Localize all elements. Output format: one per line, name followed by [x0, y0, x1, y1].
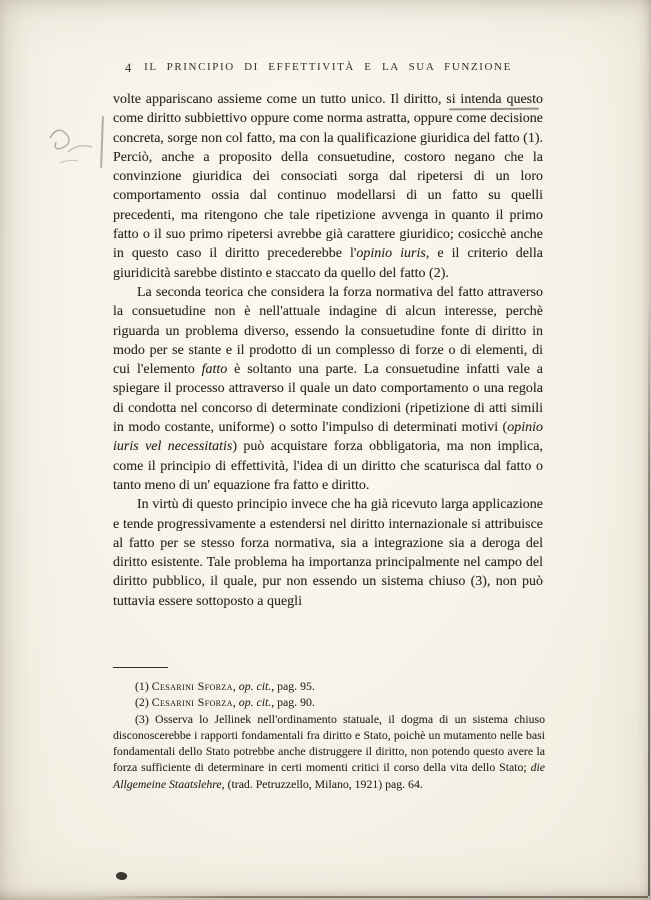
footnote: (3) Osserva lo Jellinek nell'ordinamento statuale, il dogma di un sistema chiuso disconoscerebbe i rapporti fondamentali fra diritto e Stato, poichè un mutamento nelle basi fondamentali dello Stato potrebbe anche distruggere il diritto, non potendo questo avere la forza sufficiente di determinare in certi momenti critici il corso della vita dello Stato; die Allgemeine Staatslehre, (trad. Petruzzello, Milano, 1921) pag. 64.	[113, 711, 545, 791]
page-edge-shadow-bottom	[90, 896, 648, 898]
footnote: (1) Cesarini Sforza, op. cit., pag. 95.	[135, 679, 315, 693]
body-paragraph: La seconda teorica che considera la forza normativa del fatto attraverso la consuetudine non è nell'attuale indagine di alcun interesse, perchè riguarda un problema diverso, essendo la consuetudine fonte di diritto in modo per se stante e il prodotto di un complesso di forze o di elementi, di cui l'elemento fatto è soltanto una parte. La consuetudine infatti vale a spiegare il processo attraverso il quale un dato comportamento o una regola di condotta nel concorso di determinate condizioni (ripetizione di atti simili in modo costante, uniforme) o sotto l'impulso di determinati motivi (opinio iuris vel necessitatis) può acquistare forza obbligatoria, ma non implica, come il principio di effettività, l'idea di un diritto che scaturisca dal fatto o tanto meno di un' equazione fra fatto e diritto.	[113, 284, 544, 493]
body-text	[113, 90, 543, 611]
running-title: IL PRINCIPIO DI EFFETTIVITÀ E LA SUA FUNZIONE	[144, 61, 512, 73]
footnote-separator-rule	[113, 667, 168, 668]
page-number: 4	[125, 61, 132, 75]
footnotes	[113, 678, 545, 792]
ink-blot-mark	[115, 871, 128, 882]
body-paragraph: In virtù di questo principio invece che ha già ricevuto larga applicazione e tende progressivamente a estendersi nel diritto internazionale si attribuisce al fatto per se stesso forza normativa, sia a integrazione sia a deroga del diritto esistente. Tale problema ha importanza principalmente nel campo del diritto pubblico, il quale, pur non essendo un sistema chiuso (3), non può tuttavia essere sottoposto a quegli	[113, 497, 543, 609]
page-edge-shadow-right	[648, 300, 650, 896]
footnote: (2) Cesarini Sforza, op. cit., pag. 90.	[135, 695, 315, 710]
running-header	[113, 61, 543, 73]
body-paragraph: volte appariscano assieme come un tutto unico. Il diritto, si intenda questo come diritto subbiettivo oppure come norma astratta, oppure come decisione concreta, sorge non col fatto, ma con la qualificazione giuridica del fatto (1). Perciò, anche a proposito della consuetudine, costoro negano che la convinzione giuridica dei consociati sorga dal ripetersi di un loro comportamento ossia dal continuo modellarsi di un fatto su quelli precedenti, ma ritengono che tale ripetizione avvenga in quanto il primo fatto o il suo primo ripetersi avrebbe già carattere giuridico; cosicchè anche in questo caso il diritto precederebbe l'opinio iuris, e il criterio della giuridicità sarebbe distinto e staccato da quello del fatto (2).	[113, 92, 543, 281]
margin-handwriting-mark	[38, 108, 108, 178]
